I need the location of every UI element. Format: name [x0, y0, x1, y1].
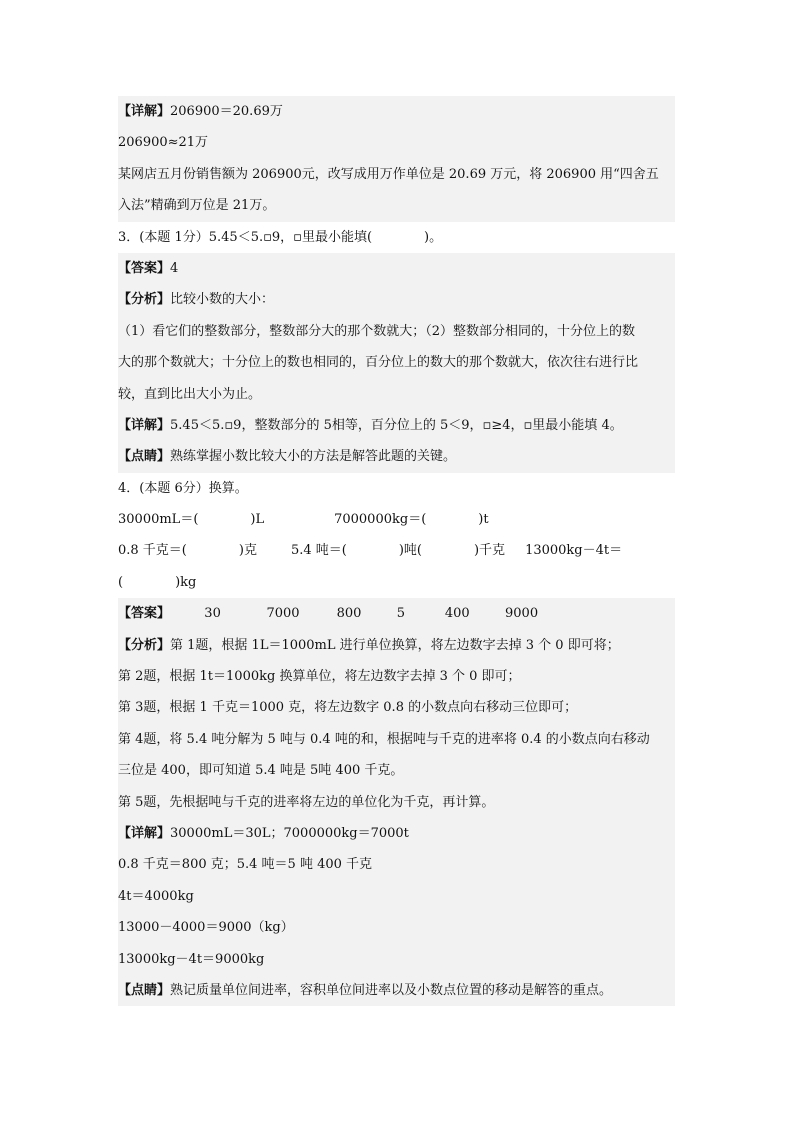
detail-tag: 【详解】: [118, 825, 171, 841]
analysis-text: 第 1题，根据 1L＝1000mL 进行单位换算，将左边数字去掉 3 个 0 即可将；: [170, 637, 620, 653]
q4-item-3: 0.8 千克＝( )克: [118, 543, 257, 559]
q4-key-point: [118, 975, 675, 1006]
detail-line-3: 某网店五月份销售额为 206900元，改写成用万作单位是 20.69 万元，将 206900 用“四舍五: [118, 159, 675, 190]
q4-analysis: [118, 630, 675, 661]
answer-value: 5: [396, 606, 405, 622]
detail-text: 206900＝20.69万: [170, 104, 283, 119]
q4-analysis-line-4: 第 4题，将 5.4 吨分解为 5 吨与 0.4 吨的和，根据吨与千克的进率将 0.4 的小数点向右移动: [118, 724, 675, 755]
answer-text: 4: [170, 260, 179, 276]
q4-item-2: 7000000kg＝( )t: [334, 512, 489, 528]
key-point-tag: 【点睛】: [118, 982, 171, 998]
answer-value: 9000: [505, 606, 539, 622]
q4-line-1: [118, 504, 675, 535]
q3-key-point: [118, 441, 675, 472]
document-body: [118, 96, 675, 1006]
detail-line-4: 入法”精确到万位是 21万。: [118, 190, 675, 221]
detail-tag: 【详解】: [118, 417, 171, 433]
q4-detail-line-5: 13000kg－4t＝9000kg: [118, 944, 675, 975]
q4-analysis-line-6: 第 5题，先根据吨与千克的进率将左边的单位化为千克，再计算。: [118, 787, 675, 818]
q4-detail-line-4: 13000－4000＝9000（kg）: [118, 912, 675, 943]
analysis-tag: 【分析】: [118, 292, 171, 308]
q4-item-5: 13000kg－4t＝: [525, 543, 623, 559]
q3-analysis: [118, 284, 675, 315]
q3-answer: [118, 253, 675, 284]
q4-answer: [118, 598, 675, 629]
q3-analysis-line-3: 较，直到比出大小为止。: [118, 379, 675, 410]
answer-value: 400: [444, 606, 470, 622]
q4-analysis-line-5: 三位是 400，即可知道 5.4 吨是 5吨 400 千克。: [118, 755, 675, 786]
key-point-text: 熟记质量单位间进率，容积单位间进率以及小数点位置的移动是解答的重点。: [170, 982, 613, 998]
answer-value: 30: [204, 606, 221, 622]
question-3: 3．(本题 1分）5.45＜5.▫9，▫里最小能填( )。: [118, 229, 443, 245]
q4-detail: [118, 818, 675, 849]
detail-line-2: 206900≈21万: [118, 127, 675, 158]
q3-analysis-line-1: （1）看它们的整数部分，整数部分大的那个数就大；（2）整数部分相同的，十分位上的数: [118, 316, 675, 347]
detail-line: [118, 96, 675, 127]
detail-tag: 【详解】: [118, 104, 171, 119]
q4-line-2: [118, 535, 675, 566]
answer-tag: 【答案】: [118, 260, 171, 276]
q4-line-3: ( )kg: [118, 574, 197, 590]
answer-value: 7000: [266, 606, 300, 622]
q4-analysis-line-3: 第 3题，根据 1 千克＝1000 克，将左边数字 0.8 的小数点向右移动三位即可；: [118, 692, 675, 723]
q4-detail-line-2: 0.8 千克＝800 克；5.4 吨＝5 吨 400 千克: [118, 849, 675, 880]
q4-item-4: 5.4 吨＝( )吨( )千克: [290, 543, 506, 559]
q4-item-1: 30000mL＝( )L: [118, 512, 265, 528]
detail-text: 5.45＜5.▫9，整数部分的 5相等，百分位上的 5＜9，▫≥4，▫里最小能填 4。: [170, 417, 623, 433]
key-point-tag: 【点睛】: [118, 449, 171, 465]
q3-detail: [118, 410, 675, 441]
analysis-text: 比较小数的大小：: [170, 292, 275, 308]
detail-text: 30000mL＝30L；7000000kg＝7000t: [170, 825, 409, 841]
q4-detail-line-3: 4t＝4000kg: [118, 881, 675, 912]
answer-tag: 【答案】: [118, 606, 171, 622]
q3-analysis-line-2: 大的那个数就大；十分位上的数也相同的，百分位上的数大的那个数就大，依次往右进行比: [118, 347, 675, 378]
q4-analysis-line-2: 第 2题，根据 1t＝1000kg 换算单位，将左边数字去掉 3 个 0 即可；: [118, 661, 675, 692]
question-4: 4．(本题 6分）换算。: [118, 480, 248, 496]
analysis-tag: 【分析】: [118, 637, 171, 653]
key-point-text: 熟练掌握小数比较大小的方法是解答此题的关键。: [170, 449, 457, 465]
answer-value: 800: [336, 606, 362, 622]
